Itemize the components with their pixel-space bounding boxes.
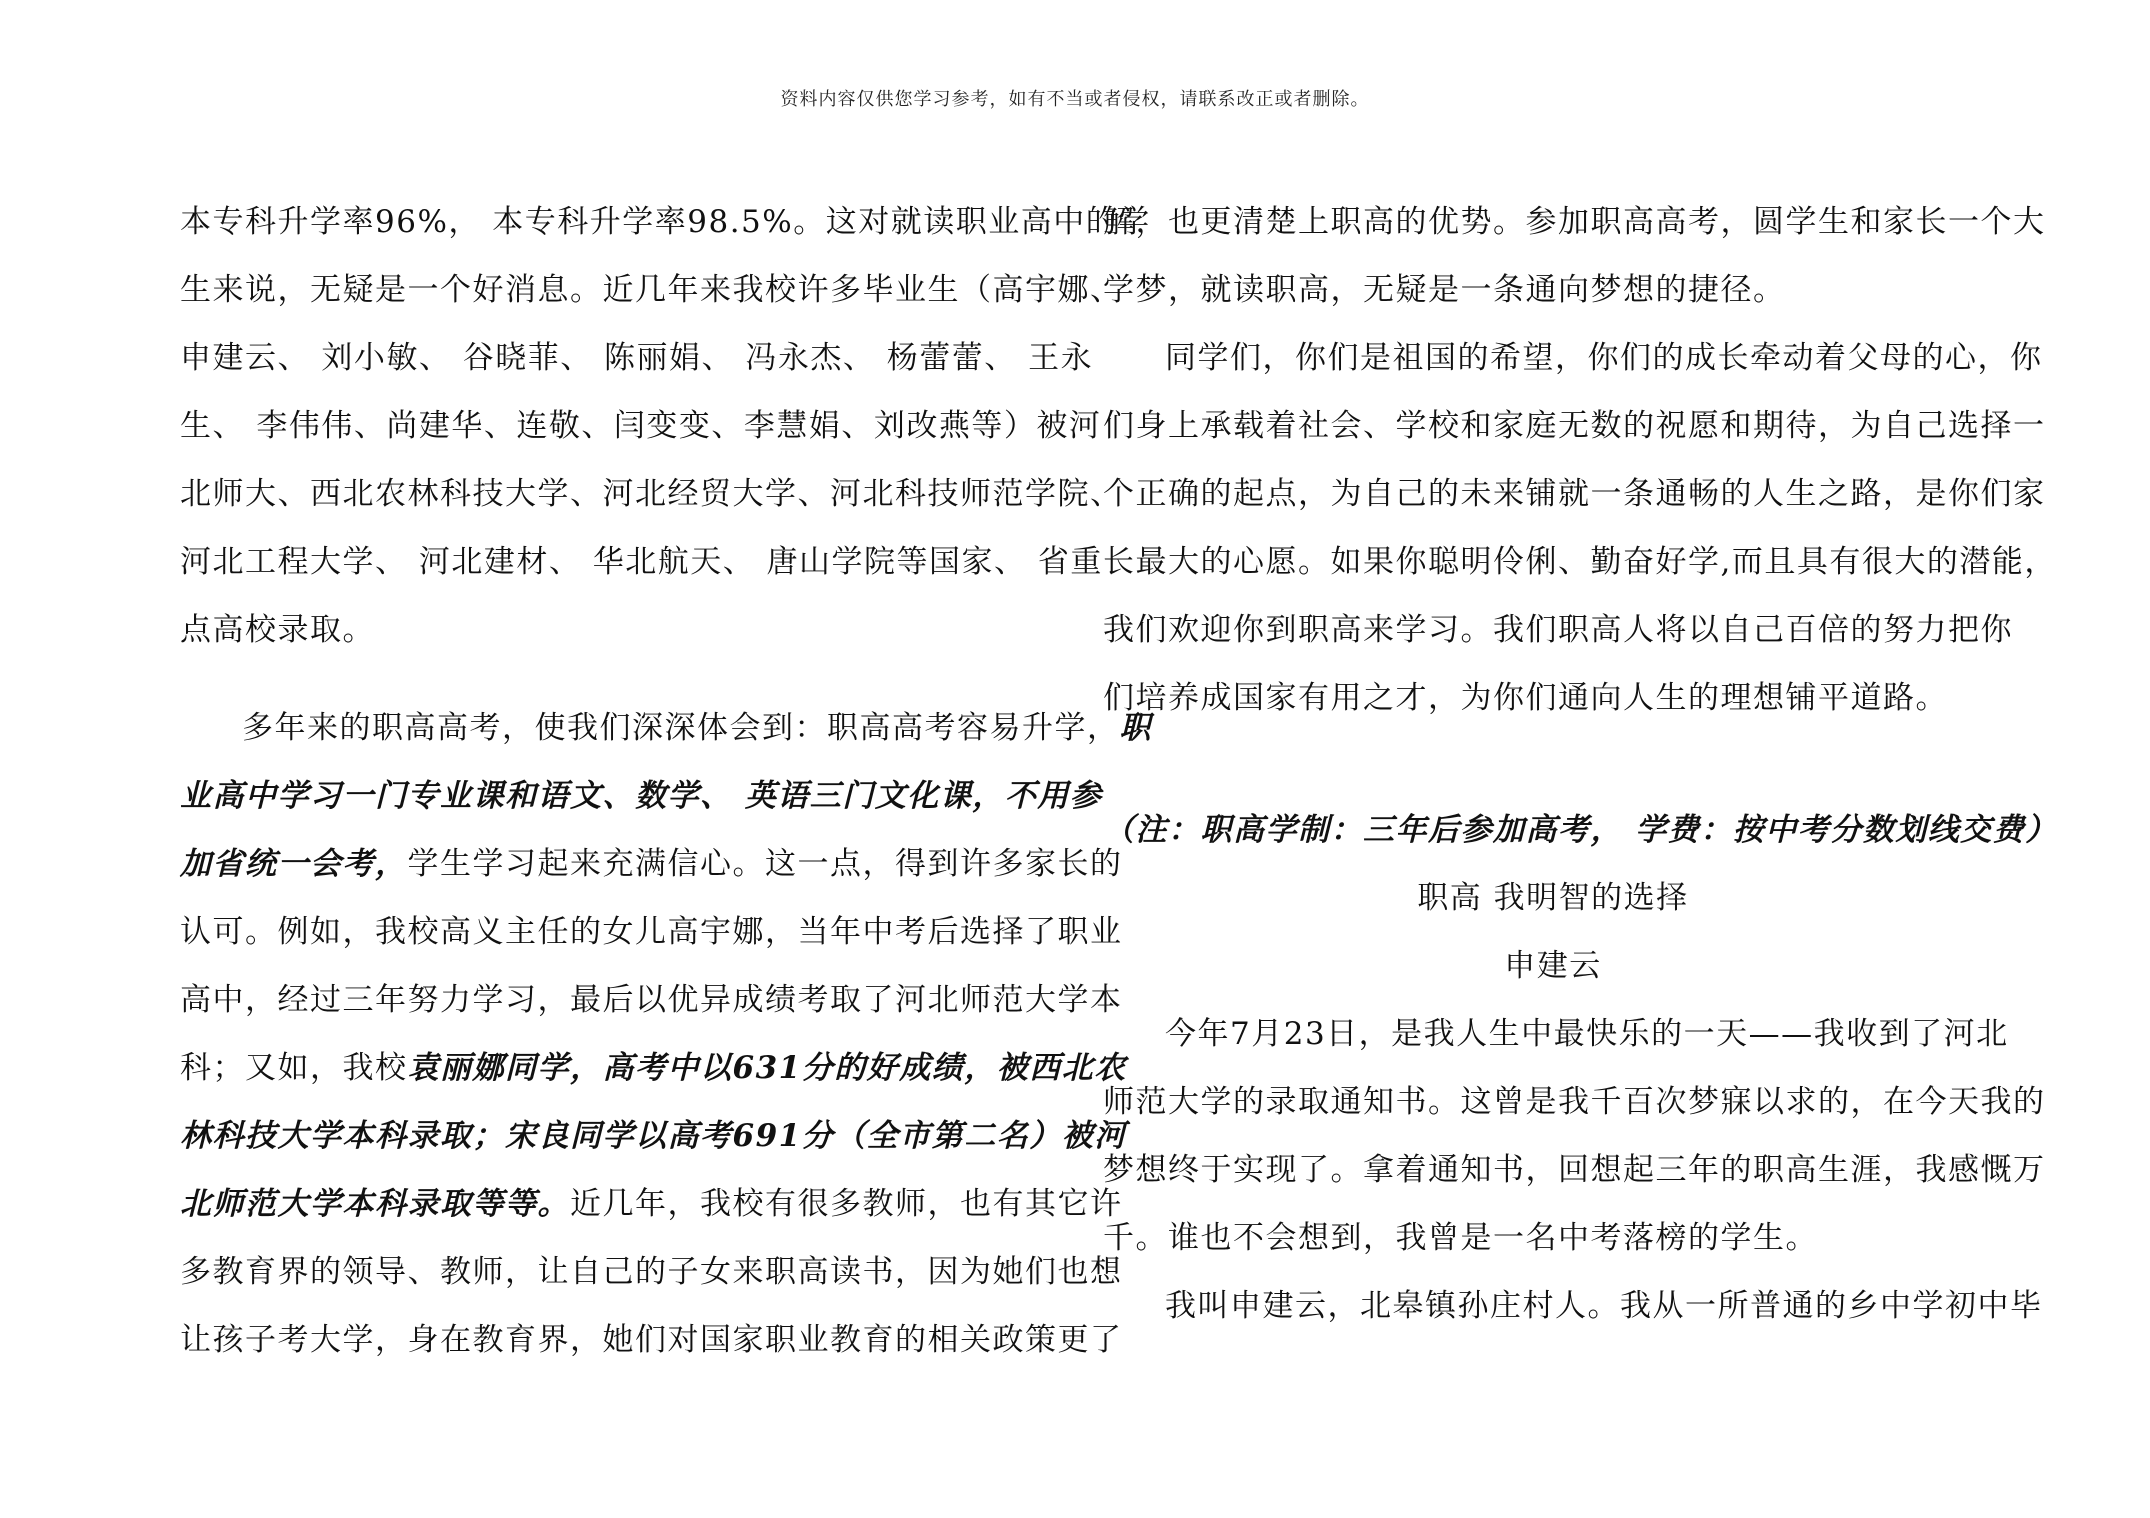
- copyright-notice: 资料内容仅供您学习参考，如有不当或者侵权，请联系改正或者删除。: [780, 89, 1370, 110]
- emphasis-run: 袁丽娜同学，高考中以631分的好成绩，被西北农: [407, 1050, 1127, 1086]
- right-column: [1103, 188, 2058, 1340]
- text-line: 让孩子考大学，身在教育界，她们对国家职业教育的相关政策更了: [180, 1322, 1123, 1358]
- article-title: 职高 我明智的选择: [1417, 880, 1689, 916]
- emphasis-run: 职: [1119, 710, 1152, 746]
- text-line: 们身上承载着社会、学校和家庭无数的祝愿和期待，为自己选择一: [1103, 408, 2046, 444]
- text-line: 师范大学的录取通知书。这曾是我千百次梦寐以求的，在今天我的: [1103, 1084, 2046, 1120]
- text-run: 科；又如，我校: [180, 1050, 408, 1086]
- text-line: 们培养成国家有用之才，为你们通向人生的理想铺平道路。: [1103, 680, 1948, 716]
- left-column: [180, 188, 1152, 1374]
- text-line: 高中，经过三年努力学习，最后以优异成绩考取了河北师范大学本: [180, 982, 1123, 1018]
- text-line: 千。谁也不会想到，我曾是一名中考落榜的学生。: [1103, 1220, 1818, 1256]
- paragraph-intro: [1103, 1272, 2043, 1340]
- tuition-note: （注：职高学制：三年后参加高考， 学费：按中考分数划线交费）: [1103, 812, 2058, 848]
- text-line: [180, 1034, 1127, 1102]
- emphasis-run: 加省统一会考，: [180, 846, 408, 882]
- text-run: 多年来的职高高考，使我们深深体会到：职高高考容易升学，: [242, 710, 1120, 746]
- text-line: 点高校录取。: [180, 612, 375, 648]
- emphasis-run: 业高中学习一门专业课和语文、数学、 英语三门文化课，不用参: [180, 778, 1103, 814]
- text-line: 多教育界的领导、教师，让自己的子女来职高读书，因为她们也想: [180, 1254, 1123, 1290]
- text-line: 梦想终于实现了。拿着通知书，回想起三年的职高生涯，我感慨万: [1103, 1152, 2046, 1188]
- text-line: 解，也更清楚上职高的优势。参加职高高考，圆学生和家长一个大: [1103, 204, 2046, 240]
- text-line: [180, 1170, 1123, 1238]
- text-line: 个正确的起点，为自己的未来铺就一条通畅的人生之路，是你们家: [1103, 476, 2046, 512]
- text-line: [180, 694, 1152, 762]
- text-line: 北师大、西北农林科技大学、河北经贸大学、河北科技师范学院、: [180, 476, 1123, 512]
- text-line: 我叫申建云，北皋镇孙庄村人。我从一所普通的乡中学初中毕: [1165, 1288, 2043, 1324]
- text-line: 生来说，无疑是一个好消息。近几年来我校许多毕业生（高宇娜、: [180, 272, 1123, 308]
- text-line: 长最大的心愿。如果你聪明伶俐、勤奋好学,而且具有很大的潜能，: [1103, 544, 2057, 580]
- paragraph-enrollment: [180, 188, 1151, 664]
- paragraph-continuation: [1103, 188, 2046, 324]
- text-line: 认可。例如，我校高义主任的女儿高宇娜，当年中考后选择了职业: [180, 914, 1123, 950]
- text-run: 近几年，我校有很多教师，也有其它许: [570, 1186, 1123, 1222]
- article-author: 申建云: [1504, 948, 1602, 984]
- text-line: 同学们，你们是祖国的希望，你们的成长牵动着父母的心，你: [1165, 340, 2043, 376]
- paragraph-experience: [180, 694, 1152, 1374]
- text-line: 学梦，就读职高，无疑是一条通向梦想的捷径。: [1103, 272, 1786, 308]
- text-line: 申建云、 刘小敏、 谷晓菲、 陈丽娟、 冯永杰、 杨蕾蕾、 王永: [180, 340, 1094, 376]
- paragraph-appeal: [1103, 324, 2057, 732]
- text-line: 今年7月23日，是我人生中最快乐的一天——我收到了河北: [1165, 1016, 2009, 1052]
- text-run: 学生学习起来充满信心。这一点，得到许多家长的: [407, 846, 1123, 882]
- text-line: 生、 李伟伟、尚建华、连敬、闫变变、李慧娟、刘改燕等）被河: [180, 408, 1102, 444]
- text-line: [180, 1102, 1127, 1170]
- paragraph-admission: [1103, 1000, 2046, 1272]
- text-line: [180, 830, 1123, 898]
- emphasis-run: 北师范大学本科录取等等。: [180, 1186, 570, 1222]
- text-line: 我们欢迎你到职高来学习。我们职高人将以自己百倍的努力把你: [1103, 612, 2013, 648]
- text-line: 本专科升学率96%， 本专科升学率98.5%。这对就读职业高中的学: [180, 204, 1151, 240]
- text-line: [180, 762, 1103, 830]
- emphasis-run: 林科技大学本科录取；宋良同学以高考691分（全市第二名）被河: [180, 1118, 1127, 1154]
- text-line: 河北工程大学、 河北建材、 华北航天、 唐山学院等国家、 省重: [180, 544, 1103, 580]
